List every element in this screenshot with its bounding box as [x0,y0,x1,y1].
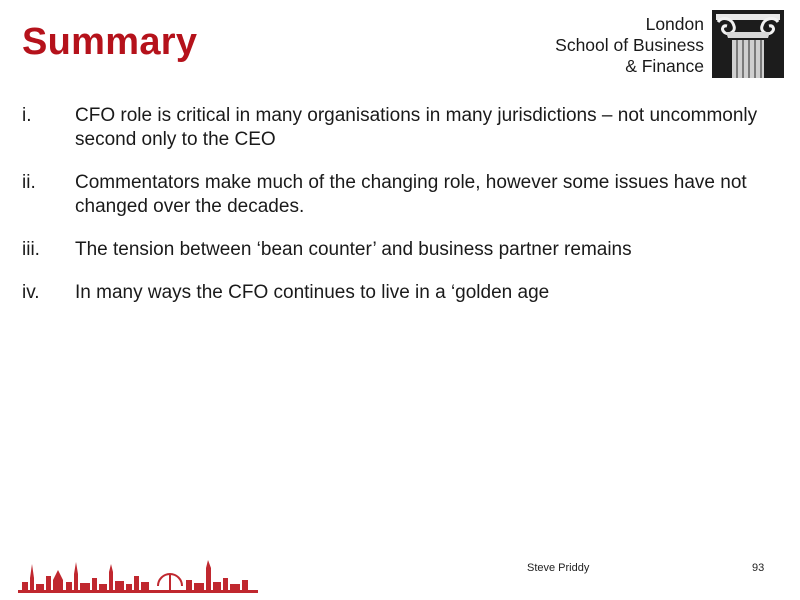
summary-point [22,104,782,152]
logo-wordmark [555,14,704,77]
logo-line-1: London [645,14,704,34]
summary-point [22,238,782,262]
summary-point [22,281,782,305]
point-text: The tension between ‘bean counter’ and business partner remains [75,239,632,260]
column-capital-icon [712,10,784,78]
point-number: iv. [22,282,40,303]
logo-line-3: & Finance [625,56,704,76]
school-logo [555,8,786,80]
point-text: Commentators make much of the changing role, however some issues have not changed over the decades. [75,172,747,217]
point-number: i. [22,105,32,126]
point-text: CFO role is critical in many organisations in many jurisdictions – not uncommonly second only to the CEO [75,105,758,150]
footer-author: Steve Priddy [527,562,590,574]
summary-point [22,171,782,219]
slide-title: Summary [22,21,198,63]
summary-points [22,104,782,324]
point-number: ii. [22,172,36,193]
london-skyline-icon [18,556,258,596]
point-text: In many ways the CFO continues to live in a ‘golden age [75,282,550,303]
logo-line-2: School of Business [555,35,704,55]
point-number: iii. [22,239,40,260]
page-number: 93 [752,562,765,574]
